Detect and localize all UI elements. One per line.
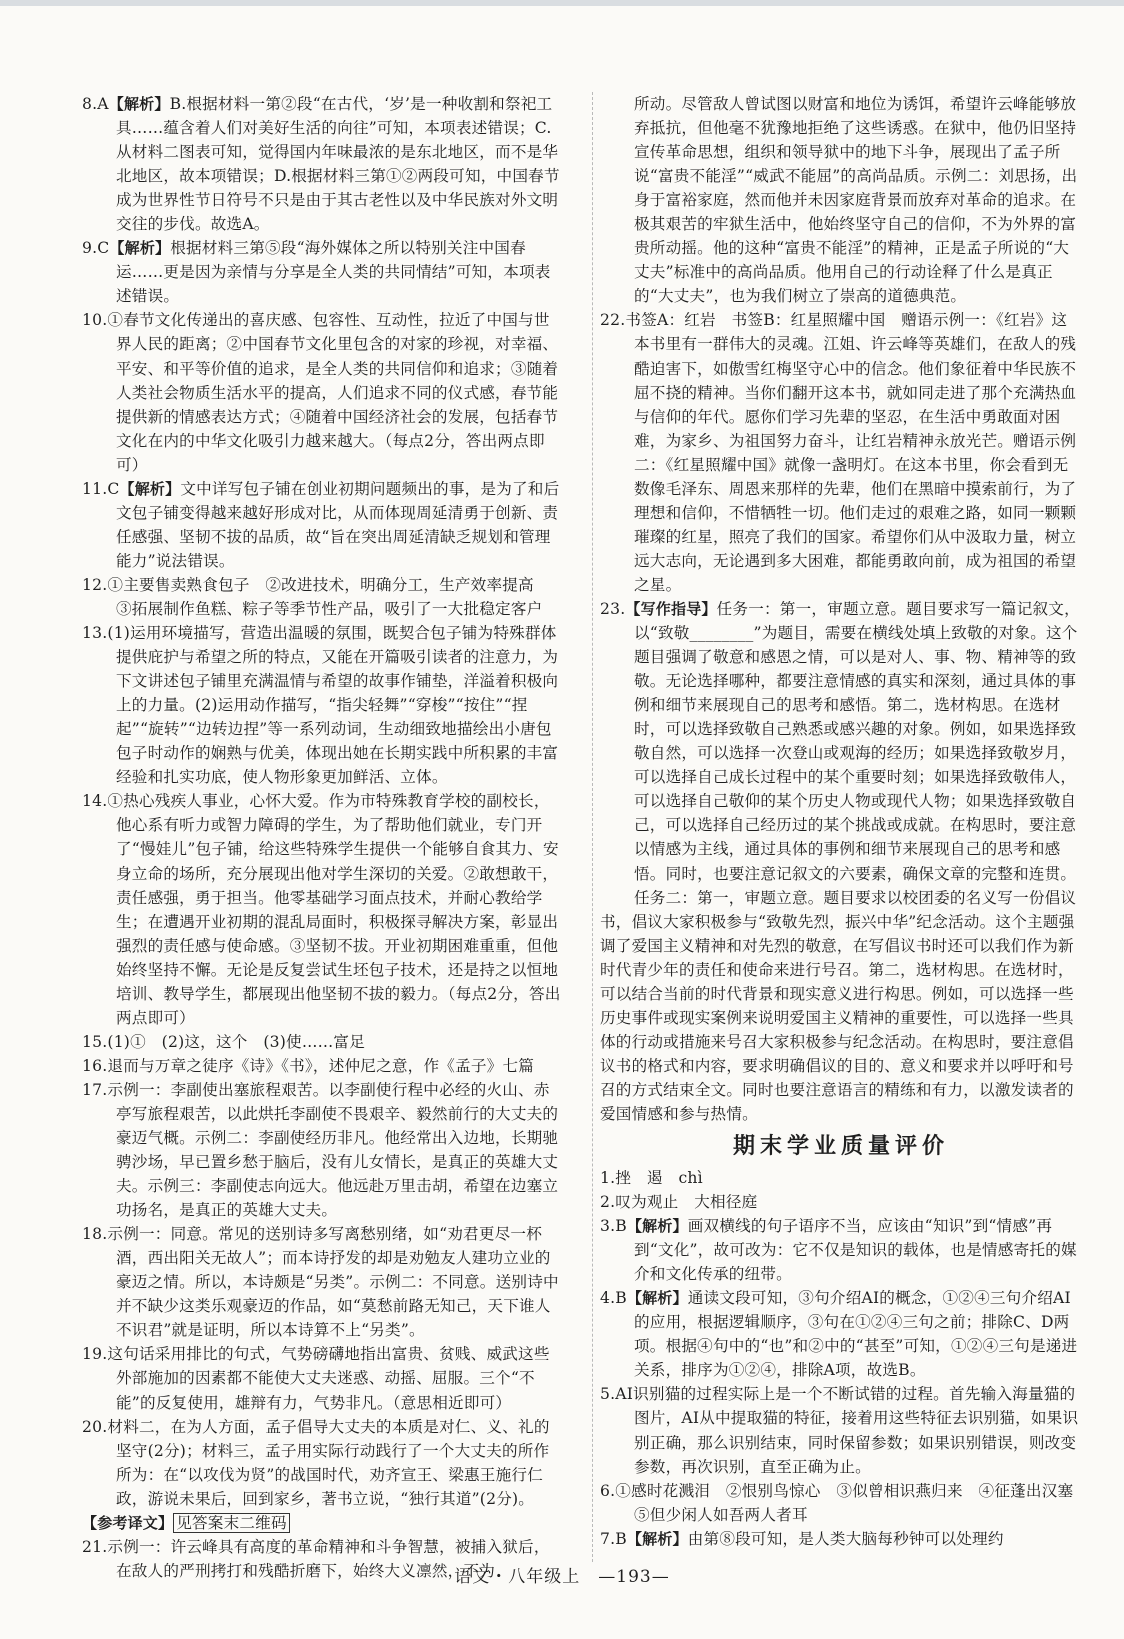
answer-number: 12. [82,575,108,594]
answer-item [82,92,562,236]
answer-text: 材料二，在为人方面，孟子倡导大丈夫的本质是对仁、义、礼的坚守(2分)；材料三，孟子用实际行动践行了一个大丈夫的所作所为：在“以攻伐为贤”的战国时代，劝齐宣王、梁惠王施行仁政，游说未果后，回到家乡，著书立说，“独行其道”(2分)。 [107,1417,550,1508]
answer-number: 3.B [600,1217,627,1236]
answer-item [82,236,562,308]
answer-item [82,1030,562,1054]
answer-item [82,308,562,476]
answer-item [600,1286,1082,1382]
answer-number: 10. [82,311,108,330]
answer-number: 22. [600,311,626,330]
answer-item [82,1342,562,1414]
analysis-tag: 【解析】 [626,1289,688,1308]
answer-number: 2. [600,1193,616,1212]
answer-text: ①感时花溅泪 ②恨别鸟惊心 ③似曾相识燕归来 ④征蓬出汉塞 ⑤但少闲人如吾两人者耳 [615,1481,1090,1524]
analysis-tag: 【解析】 [119,479,181,498]
answer-number: 9.C [82,239,110,258]
reference-tag: 【参考译文】 [82,1513,174,1532]
answer-text: 叹为观止 大相径庭 [615,1193,758,1212]
answer-number: 1. [600,1169,616,1188]
answer-item [600,308,1082,597]
reference-translation [82,1511,562,1535]
answer-number: 21. [82,1537,108,1556]
answer-number: 16. [82,1056,108,1075]
answer-number: 18. [82,1225,108,1244]
answer-text: AI识别猫的过程实际上是一个不断试错的过程。首先输入海量猫的图片，AI从中提取猫的特征，接着用这些特征去识别猫，如果识别正确，那么识别结束，同时保留参数；如果识别错误，则改变参数，再次识别，直至正确为止。 [615,1385,1079,1476]
answer-item [82,1054,562,1078]
answer-item [82,1222,562,1342]
answer-number: 20. [82,1417,108,1436]
answer-text: (1)运用环境描写，营造出温暖的氛围，既契合包子铺为特殊群体提供庇护与希望之所的特点，又能在开篇吸引读者的注意力，为下文讲述包子铺里充满温情与希望的故事作铺垫，洋溢着积极向上的力量。(2)运用动作描写，“指尖轻舞”“穿梭”“按住”“捏起”“旋转”“边转边捏”等一系列动词，生动细致地描绘出小唐包包子时动作的娴熟与优美，体现出她在长期实践中所积累的丰富经验和扎实功底，使人物形象更加鲜活、立体。 [107,624,559,787]
answer-text: 示例一：同意。常见的送别诗多写离愁别绪，如“劝君更尽一杯酒，西出阳关无故人”；而本诗抒发的却是劝勉友人建功立业的豪迈之情。所以，本诗颇是“另类”。示例二：不同意。送别诗中并不缺少这类乐观豪迈的作品，如“莫愁前路无知己，天下谁人不识君”就是证明，所以本诗算不上“另类”。 [107,1225,559,1340]
answer-text: 由第⑧段可知，是人类大脑每秒钟可以处理约 [687,1529,1004,1548]
answer-item [82,477,562,573]
continued-text: 所动。尽管敌人曾试图以财富和地位为诱饵，希望许云峰能够放弃抵抗，但他毫不犹豫地拒绝了这些诱惑。在狱中，他仍旧坚持宣传革命思想，组织和领导狱中的地下斗争，展现出了孟子所说“富贵不能淫”“威武不能屈”的高尚品质。示例二：刘思扬，出身于富裕家庭，然而他并未因家庭背景而放弃对革命的追求。在极其艰苦的牢狱生活中，他始终坚守自己的信仰，不为外界的富贵所动摇。他的这种“富贵不能淫”的精神，正是孟子所说的“大丈夫”标准中的高尚品质。他用自己的行动诠释了什么是真正的“大丈夫”，也为我们树立了崇高的道德典范。 [634,95,1078,306]
answer-text: B.根据材料一第②段“在古代，‘岁’是一种收割和祭祀工具……蕴含着人们对美好生活的向往”可知，本项表述错误；C.从材料二图表可知，觉得国内年味最浓的是东北地区，而不是华北地区，故本项错误；D.根据材料三第①②两段可知，中国春节成为世界性节日符号不只是由于其古老性以及中华民族对外文明交往的步伐。故选A。 [116,95,560,234]
analysis-tag: 【解析】 [109,239,171,258]
answer-text: 通读文段可知，③句介绍AI的概念，①②④三句介绍AI的应用，根据逻辑顺序，③句在①②④三句之前；排除C、D两项。根据④句中的“也”和②中的“甚至”可知，①②④三句是递进关系，排序为①②④，排除A项，故选B。 [634,1289,1078,1380]
answer-item [600,1190,1082,1214]
qr-note: 见答案末二维码 [173,1513,290,1533]
answer-text: 画双横线的句子语序不当，应该由“知识”到“情感”再到“文化”，故可改为：它不仅是知识的载体，也是情感寄托的媒介和文化传承的纽带。 [634,1217,1077,1284]
paragraph: 任务二：第一，审题立意。题目要求以校团委的名义写一份倡议书，倡议大家积极参与“致敬先烈，振兴中华”纪念活动。这个主题强调了爱国主义精神和对先烈的敬意，在写倡议书时还可以我们作为新时代青少年的责任和使命来进行号召。第二，选材构思。在选材时，可以结合当前的时代背景和现实意义进行构思。例如，可以选择一些历史事件或现实案例来说明爱国主义精神的重要性，可以选择一些具体的行动或措施来号召大家积极参与纪念活动。在构思时，要注意倡议书的格式和内容，要求明确倡议的目的、意义和要求并以呼吁和号召的方式结束全文。同时也要注意语言的精练和有力，以激发读者的爱国情感和参与热情。 [600,888,1077,1123]
answer-item [82,1415,562,1511]
analysis-tag: 【解析】 [108,95,170,113]
column-divider [592,92,593,1562]
answer-text: 文中详写包子铺在创业初期问题频出的事，是为了和后文包子铺变得越来越好形成对比，从而体现周延清勇于创新、责任感强、坚韧不拔的品质，故“旨在突出周延清缺乏规划和管理能力”说法错误。 [116,479,560,570]
answer-item [82,573,562,621]
answer-number: 6. [600,1481,616,1500]
answer-text: ①热心残疾人事业，心怀大爱。作为市特殊教育学校的副校长，他心系有听力或智力障碍的学生，为了帮助他们就业，专门开了“慢娃儿”包子铺，给这些特殊学生提供一个能够自食其力、安身立命的场所，充分展现出他对学生深切的关爱。②敢想敢干，责任感强，勇于担当。他零基础学习面点技术，并耐心教给学生；在遭遇开业初期的混乱局面时，积极探寻解决方案，彰显出强烈的责任感与使命感。③坚韧不拔。开业初期困难重重，但他始终坚持不懈。无论是反复尝试生坯包子技术，还是持之以恒地培训、教导学生，都展现出他坚韧不拔的毅力。（每点2分，答出两点即可） [107,792,561,1027]
answer-number: 7.B [600,1529,627,1548]
answer-text: ①春节文化传递出的喜庆感、包容性、互动性，拉近了中国与世界人民的距离；②中国春节文化里包含的对家的珍视，对幸福、平安、和平等价值的追求，是全人类的共同信仰和追求；③随着人类社会物质生活水平的提高，人们追求不同的仪式感，春节能提供新的情感表达方式；④随着中国经济社会的发展，包括春节文化在内的中华文化吸引力越来越大。（每点2分，答出两点即可） [107,311,559,474]
answer-text: 任务一：第一，审题立意。题目要求写一篇记叙文，以“致敬________”为题目，需要在横线处填上致敬的对象。这个题目强调了敬意和感恩之情，可以是对人、事、物、精神等的致敬。无论选择哪种，都要注意情感的真实和深刻，通过具体的事例和细节来展现自己的思考和感悟。第二，选材构思。在选材时，可以选择致敬自己熟悉或感兴趣的对象。例如，如果选择致敬自然，可以选择一次登山或观海的经历；如果选择致敬岁月，可以选择自己成长过程中的某个重要时刻；如果选择致敬伟人，可以选择自己敬仰的某个历史人物或现代人物；如果选择致敬自己，可以选择自己经历过的某个挑战或成就。在构思时，要注意以情感为主线，通过具体的事例和细节来展现自己的思考和感悟。同时，也要注意记叙文的六要素，确保文章的完整和连贯。 [634,599,1080,883]
answer-text: 退而与万章之徒序《诗》《书》，述仲尼之意，作《孟子》七篇 [107,1056,535,1075]
answer-item [600,1527,1082,1551]
answer-text: (1)① (2)这，这个 (3)使……富足 [107,1032,365,1051]
answer-text: ①主要售卖熟食包子 ②改进技术，明确分工，生产效率提高 ③拓展制作鱼糕、粽子等季节性产品，吸引了一大批稳定客户 [107,575,550,618]
page-footer: 语文・八年级上 —193— [454,1567,670,1587]
analysis-tag: 【解析】 [626,1529,688,1548]
answer-text: 示例一：李副使出塞旅程艰苦。以李副使行程中必经的火山、赤亭写旅程艰苦，以此烘托李副使不畏艰辛、毅然前行的大丈夫的豪迈气概。示例二：李副使经历非凡。他经常出入边地，长期驰骋沙场，早已置乡愁于脑后，没有儿女情长，是真正的英雄大丈夫。示例三：李副使志向远大。他远赴万里击胡，希望在边塞立功扬名，是真正的英雄大丈夫。 [107,1080,559,1220]
section-title: 期末学业质量评价 [732,1134,949,1160]
answer-number: 15. [82,1032,108,1051]
right-column [600,92,1090,1551]
answer-item [600,1382,1082,1478]
answer-item [82,621,562,789]
answer-number: 19. [82,1345,108,1364]
answer-number: 23. [600,599,626,618]
answer-text: 这句话采用排比的句式，气势磅礴地指出富贵、贫贱、威武这些外部施加的因素都不能使大丈夫迷惑、动摇、屈服。三个“不能”的反复使用，雄辩有力，气势非凡。（意思相近即可） [107,1345,550,1412]
answer-item [600,1479,1090,1527]
answer-number: 8.A [82,95,109,113]
answer-text: 书签A：红岩 书签B：红星照耀中国 赠语示例一：《红岩》这本书里有一群伟大的灵魂。江姐、许云峰等英雄们，在敌人的残酷迫害下，如傲雪红梅坚守心中的信念。他们象征着中华民族不屈不挠的精神。当你们翻开这本书，就如同走进了那个充满热血与信仰的年代。愿你们学习先辈的坚忍，在生活中勇敢面对困难，为家乡、为祖国努力奋斗，让红岩精神永放光芒。赠语示例二：《红星照耀中国》就像一盏明灯。在这本书里，你会看到无数像毛泽东、周恩来那样的先辈，他们在黑暗中摸索前行，为了理想和信仰，不惜牺牲一切。他们走过的艰难之路，如同一颗颗璀璨的红星，照亮了我们的国家。希望你们从中汲取力量，树立远大志向，无论遇到多大困难，都能勇敢向前，成为祖国的希望之星。 [625,311,1077,594]
answer-item [600,597,1082,886]
answer-number: 4.B [600,1289,627,1308]
answer-text: 示例一：许云峰具有高度的革命精神和斗争智慧，被捕入狱后，在敌人的严刑拷打和残酷折磨下，始终大义凛然，不为 [107,1537,550,1580]
analysis-tag: 【写作指导】 [625,599,717,618]
analysis-tag: 【解析】 [626,1217,688,1236]
answer-number: 13. [82,624,108,643]
answer-text: 挫 遏 chì [615,1169,703,1188]
answer-item [82,1078,562,1222]
answer-number: 11.C [82,479,120,498]
answer-text: 根据材料三第⑤段“海外媒体之所以特别关注中国春运……更是因为亲情与分享是全人类的共同情结”可知，本项表述错误。 [116,239,551,306]
left-column [82,92,562,1583]
answer-number: 17. [82,1080,108,1099]
answer-item [82,789,562,1029]
answer-number: 5. [600,1385,616,1404]
answer-item [600,1166,1082,1190]
answer-number: 14. [82,792,108,811]
answer-item [600,1214,1082,1286]
top-edge-strip [0,0,1124,6]
